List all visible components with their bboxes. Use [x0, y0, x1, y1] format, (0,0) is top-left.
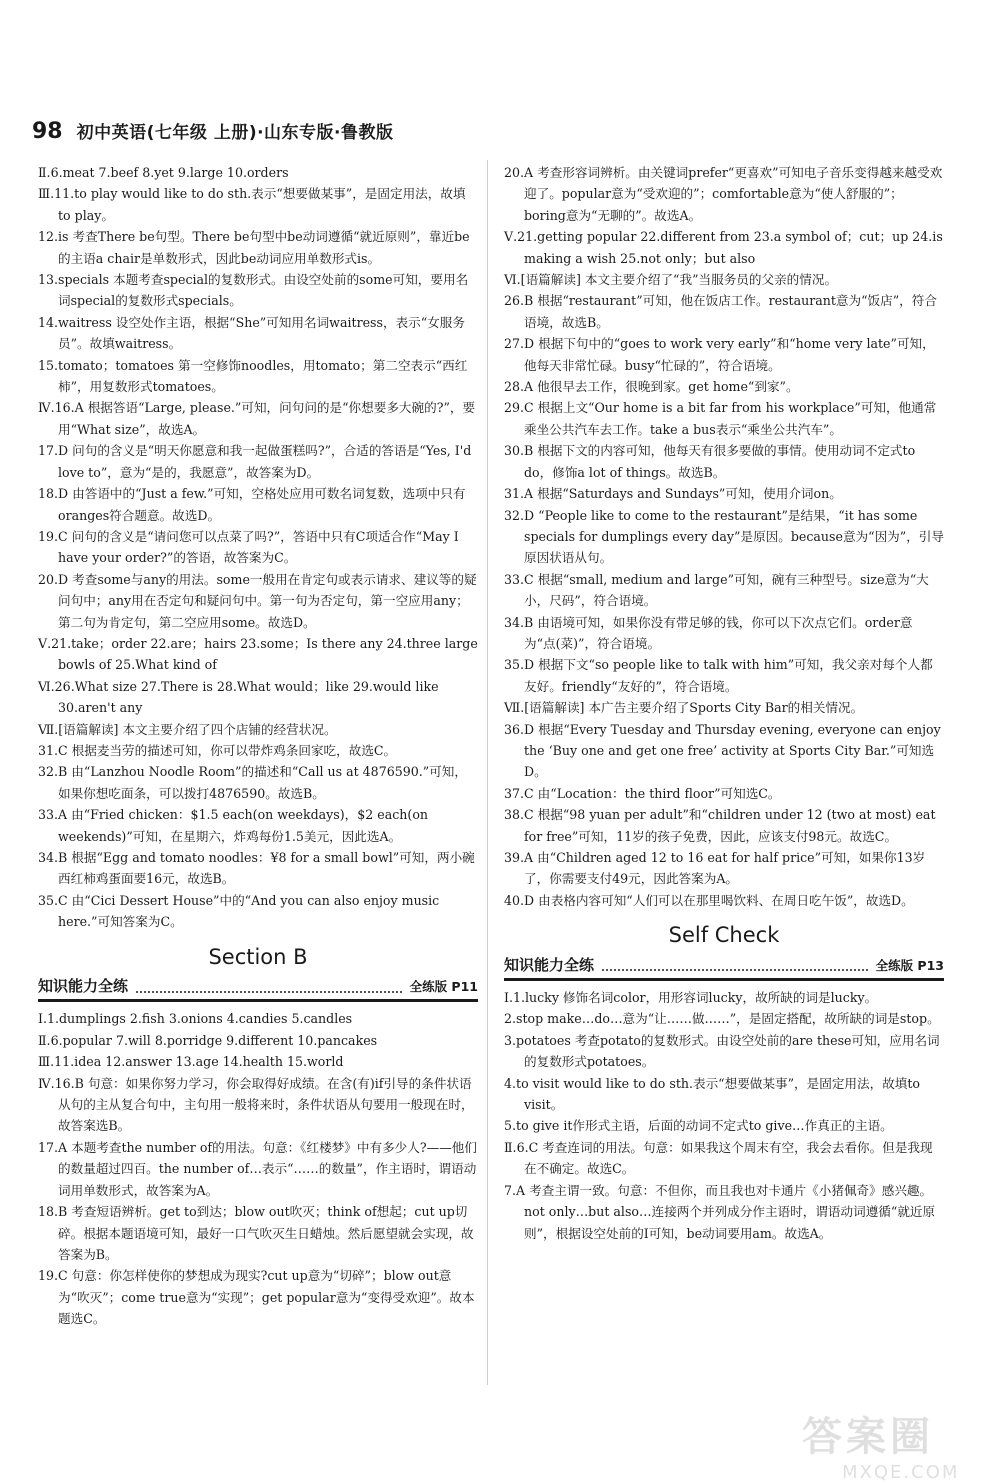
self-check-bar-ref: 全练版 P13: [875, 957, 944, 973]
answer-item: 17.A 本题考查the number of的用法。句意：《红楼梦》中有多少人?——他们的数量超过四百。the number of…表示“……的数量”，作主语时，谓语动词用单数形式，故答案为A。: [38, 1139, 477, 1198]
left-answer-list-bottom: [38, 1008, 478, 1329]
answer-item: 19.C 句意：你怎样使你的梦想成为现实?cut up意为“切碎”；blow out意为“吹灭”；come true意为“实现”；get popular意为“变得受欢迎”。故本题选C。: [38, 1268, 475, 1327]
answer-item: Ⅶ.[语篇解读] 本广告主要介绍了Sports City Bar的相关情况。: [504, 700, 864, 716]
answer-item: Ⅳ.16.A 根据答语“Large, please.”可知，问句问的是“你想要多大碗的?”，要用“What size”，故选A。: [38, 400, 476, 437]
answer-item: Ⅲ.11.idea 12.answer 13.age 14.health 15.world: [38, 1054, 344, 1070]
answer-item: Ⅶ.[语篇解读] 本文主要介绍了四个店铺的经营状况。: [38, 721, 337, 737]
answer-item: 15.tomato；tomatoes 第一空修饰noodles，用tomato；第二空表示“西红柿”，用复数形式tomatoes。: [38, 357, 468, 395]
watermark-big: 答案圈: [802, 1414, 934, 1460]
watermark-small: MXQE.COM: [842, 1462, 960, 1483]
book-title: 初中英语(七年级 上册)·山东专版·鲁教版: [76, 123, 394, 143]
dotted-leader: [602, 959, 868, 971]
self-check-bar: [504, 955, 944, 981]
answer-item: 33.C 根据“small, medium and large”可知，碗有三种型号。size意为“大小，尺码”，符合语境。: [504, 571, 929, 609]
answer-item: 12.is 考查There be句型。There be句型中be动词遵循“就近原则”，靠近be的主语a chair是单数形式，因此be动词应用单数形式is。: [38, 229, 470, 266]
section-b-bar-ref: 全练版 P11: [409, 979, 478, 995]
answer-item: 29.C 根据上文“Our home is a bit far from his workplace”可知，他通常乘坐公共汽车去工作。take a bus表示“乘坐公共汽车”。: [504, 400, 937, 437]
answer-item: 37.C 由“Location：the third floor”可知选C。: [504, 785, 781, 801]
page-header: [32, 118, 394, 148]
answer-item: Ⅲ.11.to play would like to do sth.表示“想要做某事”，是固定用法，故填to play。: [38, 186, 466, 223]
page-number: 98: [32, 119, 63, 144]
section-b-title: Section B: [208, 944, 308, 969]
answer-item: Ⅳ.16.B 句意：如果你努力学习，你会取得好成绩。在含(有)if引导的条件状语从句的主从复合句中，主句用一般将来时，条件状语从句要用一般现在时，故答案选B。: [38, 1075, 474, 1134]
self-check-title: Self Check: [668, 923, 780, 948]
answer-item: 28.A 他很早去工作，很晚到家。get home“到家”。: [504, 379, 799, 395]
right-answer-list-bottom: [504, 987, 944, 1244]
answer-item: Ⅵ.[语篇解读] 本文主要介绍了“我”当服务员的父亲的情况。: [504, 272, 838, 288]
answer-item: 19.C 问句的含义是“请问您可以点菜了吗?”，答语中只有C项适合作“May I have your order?”的答语，故答案为C。: [38, 528, 459, 566]
answer-item: 2.stop make…do…意为“让……做……”，是固定搭配，故所缺的词是stop。: [504, 1011, 940, 1027]
answer-item: Ⅵ.26.What size 27.There is 28.What would；like 29.would like 30.aren't any: [38, 678, 439, 716]
answer-item: 3.potatoes 考查potato的复数形式。由设空处前的are these可知，应用名词的复数形式potatoes。: [504, 1032, 940, 1070]
dotted-leader: [136, 981, 402, 993]
section-b-bar-label: 知识能力全练: [38, 977, 129, 996]
answer-item: 32.B 由“Lanzhou Noodle Room”的描述和“Call us at 4876590.”可知，如果你想吃面条，可以拨打4876590。故选B。: [38, 764, 467, 801]
answer-item: Ⅰ.1.dumplings 2.fish 3.onions 4.candies 5.candles: [38, 1011, 353, 1027]
answer-item: 14.waitress 设空处作主语，根据“She”可知用名词waitress，表示“女服务员”。故填waitress。: [38, 314, 465, 352]
answer-item: Ⅱ.6.meat 7.beef 8.yet 9.large 10.orders: [38, 165, 289, 180]
answer-item: 17.D 问句的含义是“明天你愿意和我一起做蛋糕吗?”，合适的答语是“Yes, I'd love to”，意为“是的，我愿意”，故答案为D。: [38, 443, 472, 480]
column-divider: [487, 160, 488, 1385]
answer-item: 20.D 考查some与any的用法。some一般用在肯定句或表示请求、建议等的疑问句中；any用在否定句和疑问句中。第一句为否定句，第一空应用any；第二句为肯定句，第二空应用some。故选D。: [38, 571, 477, 630]
answer-item: Ⅴ.21.getting popular 22.different from 23.a symbol of；cut；up 24.is making a wish 25.not only；but also: [504, 229, 943, 266]
answer-item: 7.A 考查主谓一致。句意：不但你，而且我也对卡通片《小猪佩奇》感兴趣。not only…but also…连接两个并列成分作主语时，谓语动词遵循“就近原则”，根据设空处前的I可知，be动词要用am。故选A。: [504, 1182, 936, 1241]
answer-item: 34.B 由语境可知，如果你没有带足够的钱，你可以下次点它们。order意为“点(菜)”，符合语境。: [504, 614, 913, 651]
answer-item: 27.D 根据下句中的“goes to work very early”和“home very late”可知，他每天非常忙碌。busy“忙碌的”，符合语境。: [504, 336, 935, 373]
answer-item: 39.A 由“Children aged 12 to 16 eat for half price”可知，如果你13岁了，你需要支付49元，因此答案为A。: [504, 850, 926, 887]
answer-item: 38.C 根据“98 yuan per adult”和“children under 12 (two at most) eat for free”可知，11岁的孩子免费，因此，应该支付98元。故选C。: [504, 807, 936, 844]
left-answer-list-top: [38, 162, 478, 933]
left-column: [38, 162, 478, 1330]
answer-item: 31.C 根据麦当劳的描述可知，你可以带炸鸡条回家吃，故选C。: [38, 742, 397, 758]
answer-item: 26.B 根据“restaurant”可知，他在饭店工作。restaurant意为“饭店”，符合语境，故选B。: [504, 293, 937, 330]
answer-item: Ⅴ.21.take；order 22.are；hairs 23.some；Is there any 24.three large bowls of 25.What kind of: [38, 635, 478, 673]
right-answer-list-top: [504, 162, 944, 911]
answer-item: 5.to give it作形式主语，后面的动词不定式to give…作真正的主语。: [504, 1118, 893, 1134]
answer-item: Ⅱ.6.popular 7.will 8.porridge 9.different 10.pancakes: [38, 1032, 378, 1048]
answer-item: 40.D 由表格内容可知“人们可以在那里喝饮料、在周日吃午饭”，故选D。: [504, 892, 914, 908]
answer-item: 35.D 根据下文“so people like to talk with him”可知，我父亲对每个人都友好。friendly“友好的”，符合语境。: [504, 657, 933, 694]
right-column: [504, 162, 944, 1244]
self-check-bar-label: 知识能力全练: [504, 955, 595, 974]
answer-item: 20.A 考查形容词辨析。由关键词prefer“更喜欢”可知电子音乐变得越来越受欢迎了。popular意为“受欢迎的”；comfortable意为“使人舒服的”；boring意为“无聊的”。故选A。: [504, 165, 943, 223]
answer-item: 33.A 由“Fried chicken：$1.5 each(on weekdays)，$2 each(on weekends)”可知，在星期六，炸鸡每份1.5美元，因此选A。: [38, 807, 429, 844]
watermark-logo: [802, 1405, 982, 1483]
answer-item: 31.A 根据“Saturdays and Sundays”可知，使用介词on。: [504, 486, 842, 502]
answer-item: 18.D 由答语中的“Just a few.”可知，空格处应用可数名词复数，选项中只有oranges符合题意。故选D。: [38, 486, 466, 523]
answer-item: 13.specials 本题考查special的复数形式。由设空处前的some可知，要用名词special的复数形式specials。: [38, 272, 469, 309]
answer-item: 4.to visit would like to do sth.表示“想要做某事”，是固定用法，故填to visit。: [504, 1075, 921, 1113]
answer-item: Ⅱ.6.C 考查连词的用法。句意：如果我这个周末有空，我会去看你。但是我现在不确定。故选C。: [504, 1139, 933, 1177]
answer-item: 36.D 根据“Every Tuesday and Thursday evening, everyone can enjoy the ‘Buy one and get one free’ activity at Sports City Bar.”可知选D。: [504, 721, 941, 780]
answer-item: 34.B 根据“Egg and tomato noodles：¥8 for a small bowl”可知，两小碗西红柿鸡蛋面要16元，故选B。: [38, 850, 475, 887]
answer-item: 30.B 根据下文的内容可知，他每天有很多要做的事情。使用动词不定式to do，修饰a lot of things。故选B。: [504, 443, 916, 480]
answer-item: 32.D “People like to come to the restaurant”是结果，“it has some specials for dumplings every day”是原因。because意为“因为”，引导原因状语从句。: [504, 507, 944, 566]
answer-item: 35.C 由“Cici Dessert House”中的“And you can also enjoy music here.”可知答案为C。: [38, 892, 440, 930]
section-b-bar: [38, 976, 478, 1002]
answer-item: Ⅰ.1.lucky 修饰名词color，用形容词lucky，故所缺的词是lucky。: [504, 990, 878, 1006]
answer-item: 18.B 考查短语辨析。get to到达；blow out吹灭；think of想起；cut up切碎。根据本题语境可知，最好一口气吹灭生日蜡烛。然后愿望就会实现，故答案为B。: [38, 1204, 474, 1262]
